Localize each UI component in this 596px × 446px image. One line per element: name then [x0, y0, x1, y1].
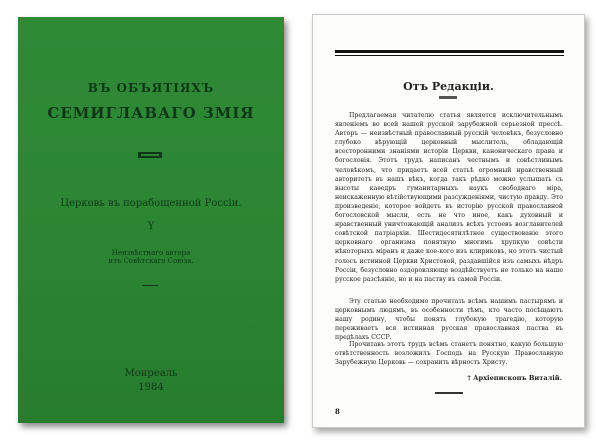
book-page — [312, 14, 585, 428]
cover-place: Монреаль — [124, 368, 178, 379]
paragraph-2: Эту статью необходимо прочитать всѣмъ нашимъ пастырямъ и церковнымъ людямъ, въ особенности тѣмъ, кто часто посѣщаютъ нашу родину, чтобы понять глубокую трагедію, которую переживаетъ вся истинная русская православная паства въ предѣлахъ СССР. — [335, 298, 563, 342]
end-ornament — [435, 392, 463, 394]
cover-title-line-2: СЕМИГЛАВАГО ЗМІЯ — [47, 104, 255, 122]
top-rule-thin — [335, 55, 564, 56]
page-heading: Отъ Редакціи. — [403, 80, 494, 93]
cover-title-line-1: ВЪ ОБЪЯТІЯХЪ — [87, 81, 215, 95]
cover-divider — [142, 285, 158, 286]
ornament-icon — [138, 151, 162, 159]
cover-author — [18, 249, 284, 265]
cover-author-line-2: изъ Совѣтскаго Союза. — [108, 257, 194, 265]
top-rule-thick — [335, 50, 564, 53]
page-number: 8 — [335, 407, 340, 416]
paragraph-3: Прочитавъ этотъ трудъ всѣмъ станетъ понятно, какую большую отвѣтственность возложилъ Господь на Русскую Православную Зарубежную Церковь — сохранить вѣрность Христу. — [335, 341, 563, 367]
signature: † Архіепископъ Виталій. — [467, 374, 562, 382]
cover-author-line-1: Неизвѣстнаго автора — [111, 249, 191, 257]
cover-subtitle: Церковь въ порабощенной Россіи. — [60, 198, 242, 209]
paragraph-1: Предлагаемая читателю статья является исключительнымъ явленіемъ во всей нашей русской зарубежной серьезной прессѣ. Авторъ — неизвѣстный православный русскій человѣкъ, безусловно глубоко вѣрующій церковный мыслитель, обладающій всесторонними знаніями исторіи Церкви, каноническаго права и богословія. Этотъ трудъ написанъ честнымъ и совѣстливымъ человѣкомъ, что придаетъ всей статьѣ огромный нравственный авторитетъ въ нашъ вѣкъ, когда такъ рѣдко можно услышать съ высоты каѳедръ гуманитарныхъ наукъ свободнаго міра, неискаженную вѣтійствующими разсужденіями, чистую правду. Это произведеніе, которое войдетъ въ исторію русской православной богословской мысли, есть не что иное, какъ духовный и нравственный уничтожающій анализъ всѣхъ устоевъ возглавителей совѣтской патріархіи. Шестидесятилѣтнее существованіе этого церковнаго организма понятную многимъ хрупкую совѣсти нѣкоторыхъ міранъ и даже кое-кого изъ клириковъ, но этотъ чистый голосъ истинной Церкви Христовой, раздавшійся изъ самыхъ нѣдръ Россіи, безусловно оздоровляюще воздѣйствуетъ не только на наше русское разсѣяніе, но и на паству въ самой Россіи. — [335, 112, 563, 283]
heading-ornament — [439, 96, 457, 99]
cover-year: 1984 — [138, 382, 164, 393]
book-cover — [18, 17, 284, 423]
cover-mark: Y — [147, 221, 155, 232]
